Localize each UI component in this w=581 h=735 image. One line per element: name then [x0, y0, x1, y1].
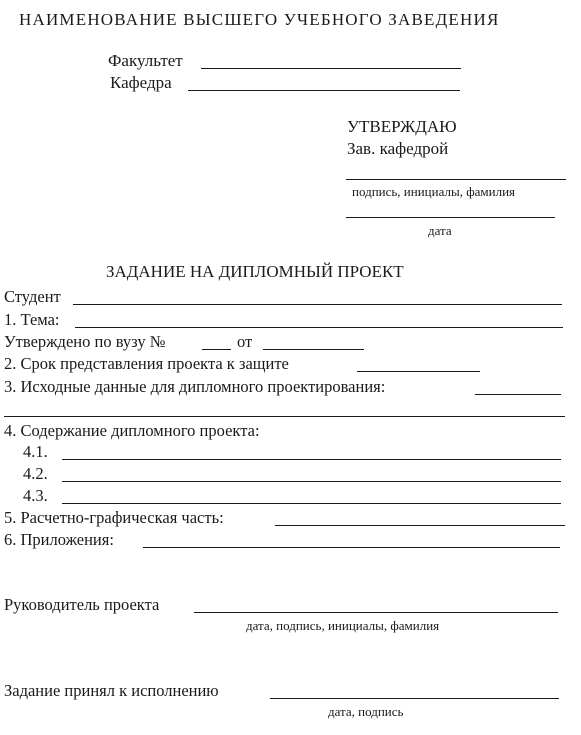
student-field[interactable] — [73, 304, 562, 305]
faculty-label: Факультет — [108, 51, 183, 70]
content-item-label: 4.3. — [23, 486, 48, 505]
approval-signature-field[interactable] — [346, 179, 566, 180]
assignment-title: ЗАДАНИЕ НА ДИПЛОМНЫЙ ПРОЕКТ — [106, 262, 404, 281]
department-label: Кафедра — [110, 73, 172, 92]
topic-field[interactable] — [75, 327, 563, 328]
faculty-field[interactable] — [201, 68, 461, 69]
content-label: 4. Содержание дипломного проекта: — [4, 421, 260, 440]
graphics-label: 5. Расчетно-графическая часть: — [4, 508, 224, 527]
accepted-caption: дата, подпись — [328, 704, 404, 719]
deadline-label: 2. Срок представления проекта к защите — [4, 354, 289, 373]
supervisor-field[interactable] — [194, 612, 558, 613]
content-item-3-field[interactable] — [62, 503, 561, 504]
accepted-label: Задание принял к исполнению — [4, 681, 219, 700]
approval-role: Зав. кафедрой — [347, 139, 449, 158]
department-field[interactable] — [188, 90, 460, 91]
approved-label: Утверждено по вузу № — [4, 332, 166, 351]
supervisor-label: Руководитель проекта — [4, 595, 160, 614]
initial-data-label: 3. Исходные данные для дипломного проектирования: — [4, 377, 386, 396]
institution-title: НАИМЕНОВАНИЕ ВЫСШЕГО УЧЕБНОГО ЗАВЕДЕНИЯ — [19, 10, 500, 29]
order-number-field[interactable] — [202, 349, 231, 350]
approved-from-label: от — [237, 332, 253, 351]
topic-label: 1. Тема: — [4, 310, 60, 329]
appendices-field[interactable] — [143, 547, 560, 548]
order-date-field[interactable] — [263, 349, 364, 350]
initial-data-field-continued[interactable] — [4, 416, 565, 417]
deadline-field[interactable] — [357, 371, 480, 372]
approval-date-caption: дата — [428, 223, 452, 238]
initial-data-field[interactable] — [475, 394, 561, 395]
supervisor-caption: дата, подпись, инициалы, фамилия — [246, 618, 440, 633]
content-item-1-field[interactable] — [62, 459, 561, 460]
appendices-label: 6. Приложения: — [4, 530, 114, 549]
content-item-label: 4.1. — [23, 442, 48, 461]
approval-title: УТВЕРЖДАЮ — [347, 117, 457, 136]
graphics-field[interactable] — [275, 525, 565, 526]
content-item-2-field[interactable] — [62, 481, 561, 482]
approval-signature-caption: подпись, инициалы, фамилия — [352, 184, 516, 199]
student-label: Студент — [4, 287, 61, 306]
content-item-label: 4.2. — [23, 464, 48, 483]
approval-date-field[interactable] — [346, 217, 555, 218]
accepted-field[interactable] — [270, 698, 559, 699]
